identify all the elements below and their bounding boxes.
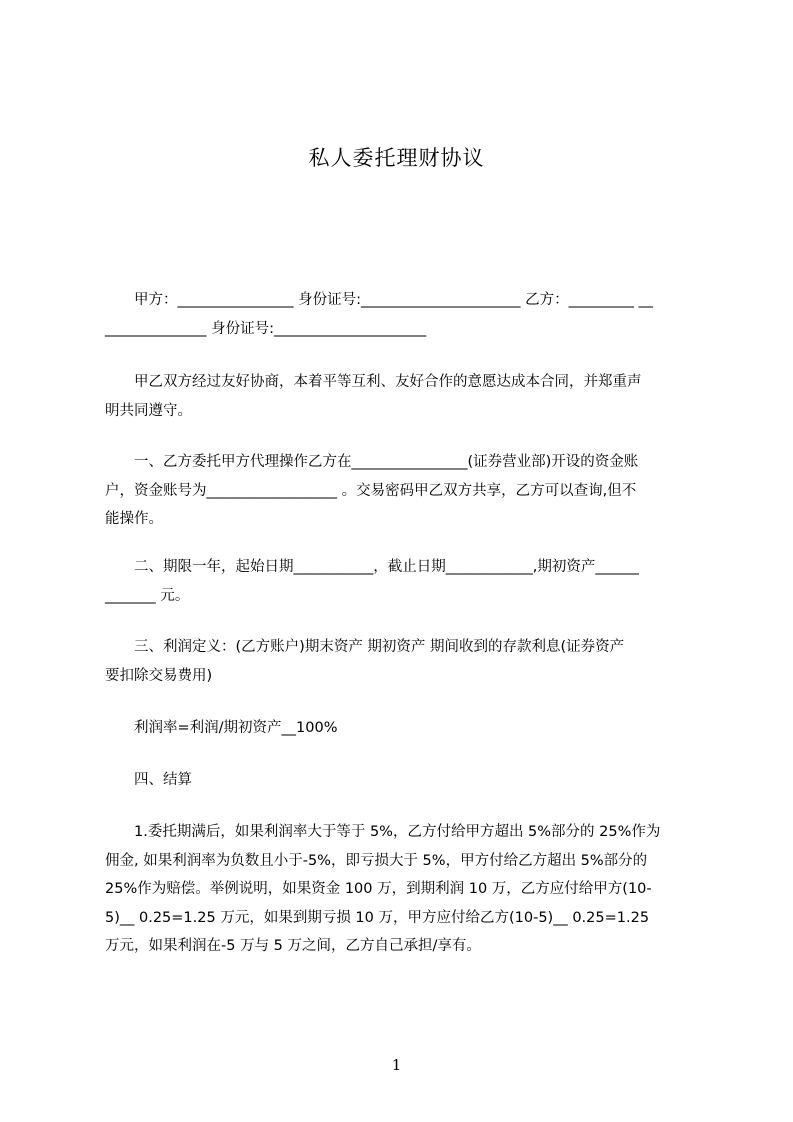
clause-3-line-1: 三、利润定义：(乙方账户)期末资产 期初资产 期间收到的存款利息(证券资产 [105,639,625,655]
parties-paragraph [105,286,703,343]
settlement-line-1: 1.委托期满后，如果利润率大于等于 5%，乙方付给甲方超出 5%部分的 25%作为 [105,824,661,840]
parties-line-1: 甲方：________________ 身份证号:______________________ 乙方：_________ __ [105,292,653,308]
clause-1-line-2: 户，资金账号为__________________ 。交易密码甲乙双方共享，乙方可以查询,但不 [105,482,637,499]
settlement-line-4: 5)__ 0.25=1.25 万元，如果到期亏损 10 万，甲方应付给乙方(10-5)__ 0.25=1.25 [105,909,650,926]
settlement-line-3: 25%作为赔偿。举例说明，如果资金 100 万，到期利润 10 万，乙方应付给甲方(10- [105,881,652,897]
intro-line-2: 明共同遵守。 [105,402,192,419]
clause-1-paragraph [105,448,703,534]
section-4-heading-line: 四、结算 [105,772,192,788]
parties-line-2: ______________ 身份证号:_____________________ [105,320,427,337]
intro-line-1: 甲乙双方经过友好协商，本着平等互利、友好合作的意愿达成本合同，并郑重声 [105,374,642,390]
intro-paragraph [105,368,703,425]
document-title: 私人委托理财协议 [308,146,485,170]
profit-rate-formula [105,714,703,743]
clause-2-line-2: _______ 元。 [105,587,190,604]
clause-3-line-2: 要扣除交易费用) [105,667,213,684]
formula-line: 利润率=利润/期初资产__100% [105,720,338,736]
clause-1-line-3: 能操作。 [105,511,163,527]
settlement-line-2: 佣金, 如果利润率为负数且小于-5%，即亏损大于 5%，甲方付给乙方超出 5%部分的 [105,852,648,869]
clause-3-paragraph [105,633,703,690]
settlement-line-5: 万元，如果利润在-5 万与 5 万之间，乙方自己承担/享有。 [105,938,481,954]
settlement-paragraph [105,818,703,961]
clause-2-paragraph [105,553,703,610]
section-4-heading [105,766,703,795]
clause-2-line-1: 二、期限一年，起始日期___________，截止日期____________,期初资产______ [105,559,639,575]
page-number: 1 [391,1056,402,1074]
clause-1-line-1: 一、乙方委托甲方代理操作乙方在________________(证券营业部)开设的资金账 [105,454,639,470]
